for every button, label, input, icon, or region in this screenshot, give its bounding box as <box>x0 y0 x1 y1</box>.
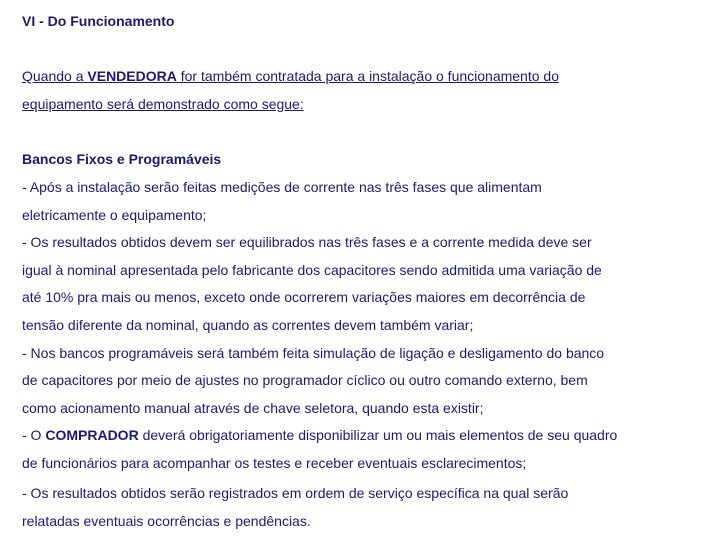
item-3-line-2: de capacitores por meio de ajustes no programador cíclico ou outro comando externo, bem <box>22 372 588 388</box>
item-3-line-1: - Nos bancos programáveis será também feita simulação de ligação e desligamento do banco <box>22 345 605 361</box>
item-4-line-1 <box>22 426 617 444</box>
subsection-title: Bancos Fixos e Programáveis <box>22 151 222 167</box>
section-title: VI - Do Funcionamento <box>22 13 175 29</box>
intro-line-1 <box>22 67 559 85</box>
intro-line-2: equipamento será demonstrado como segue: <box>22 96 304 112</box>
item-2-line-1: - Os resultados obtidos devem ser equilibrados nas três fases e a corrente medida deve ser <box>22 234 592 250</box>
item-5-line-1: - Os resultados obtidos serão registrados em ordem de serviço específica na qual serão <box>22 485 569 501</box>
intro-text: for também contratada para a instalação o funcionamento do <box>176 68 559 84</box>
item-2-line-3: até 10% pra mais ou menos, exceto onde ocorrerem variações maiores em decorrência de <box>22 289 586 305</box>
item-5-line-2: relatadas eventuais ocorrências e pendências. <box>22 513 311 529</box>
vendedora-term: VENDEDORA <box>87 68 177 84</box>
item-1-line-2: eletricamente o equipamento; <box>22 207 207 223</box>
item-4-text: - O <box>22 427 46 443</box>
intro-text: Quando a <box>22 68 88 84</box>
item-1-line-1: - Após a instalação serão feitas medições de corrente nas três fases que alimentam <box>22 179 542 195</box>
item-3-line-3: como acionamento manual através de chave seletora, quando esta existir; <box>22 400 484 416</box>
comprador-term: COMPRADOR <box>45 427 139 443</box>
item-2-line-4: tensão diferente da nominal, quando as correntes devem também variar; <box>22 317 474 333</box>
item-4-line-2: de funcionários para acompanhar os testes e receber eventuais esclarecimentos; <box>22 455 527 471</box>
item-4-text: deverá obrigatoriamente disponibilizar um ou mais elementos de seu quadro <box>138 427 618 443</box>
item-2-line-2: igual à nominal apresentada pelo fabricante dos capacitores sendo admitida uma variação de <box>22 262 602 278</box>
